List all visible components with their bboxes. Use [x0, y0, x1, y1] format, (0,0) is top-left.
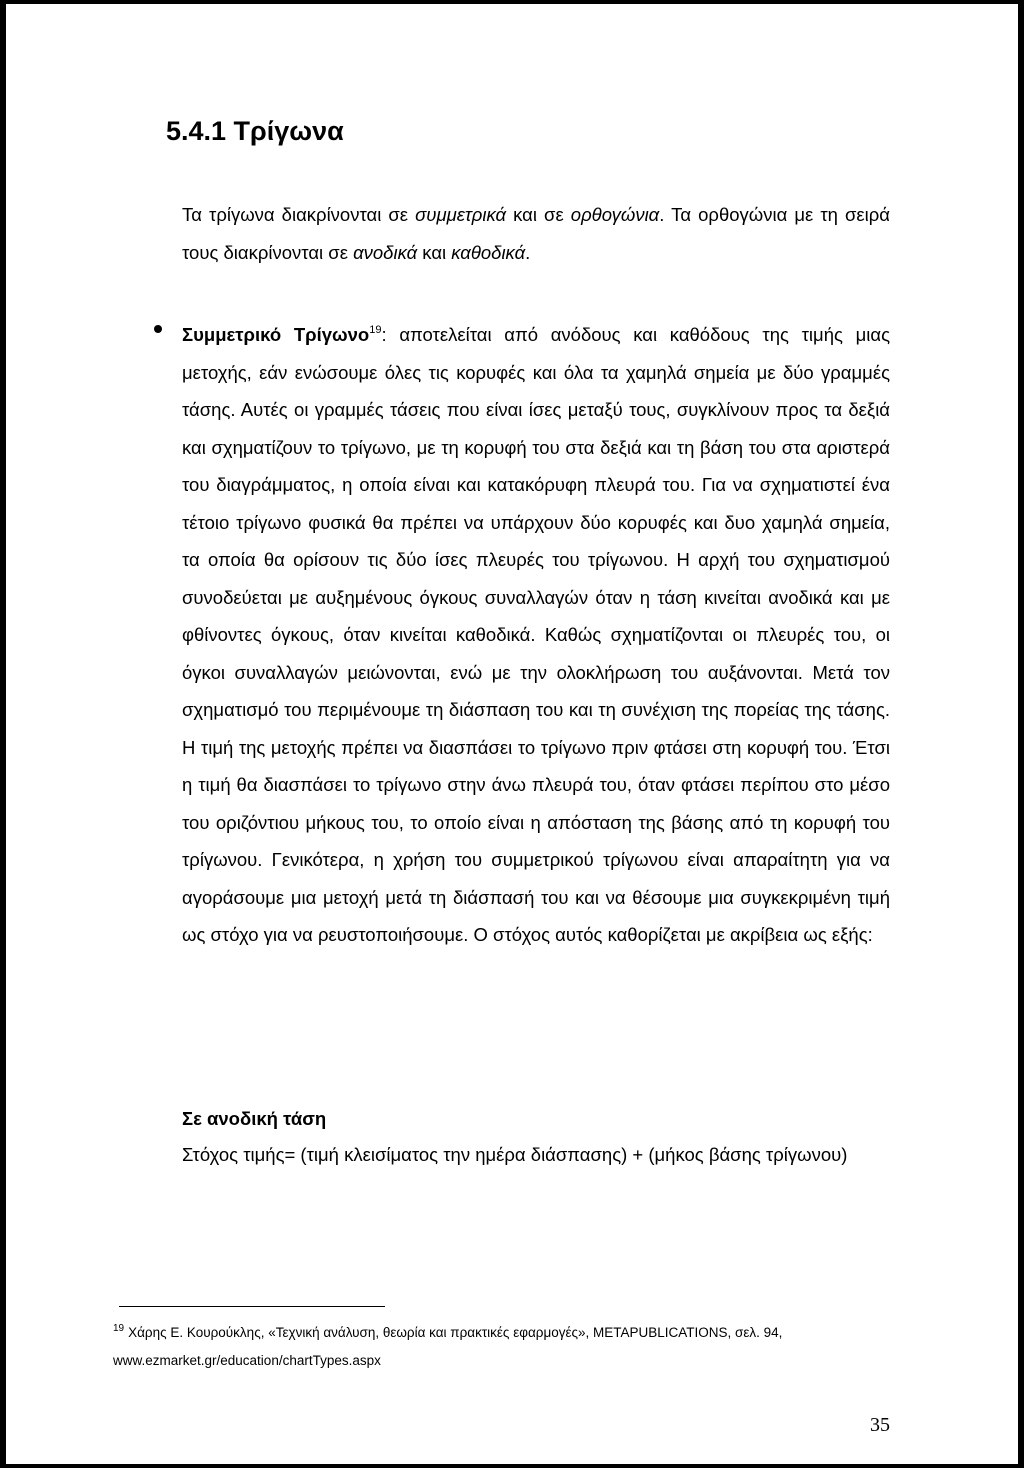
intro-text-1: Τα τρίγωνα διακρίνονται σε [182, 204, 416, 225]
intro-term-right-angled: ορθογώνια [570, 204, 660, 225]
section-heading: 5.4.1 Τρίγωνα [166, 116, 344, 146]
footnote-number: 19 [113, 1323, 125, 1334]
intro-text-2: και σε [506, 204, 571, 225]
bullet-paragraph [182, 312, 890, 954]
document-page [6, 4, 1018, 1464]
subsection-title: Σε ανοδική τάση [182, 1108, 327, 1129]
formula-paragraph: Στόχος τιμής= (τιμή κλεισίματος την ημέρα διάσπασης) + (μήκος βάσης τρίγωνου) [182, 1144, 848, 1165]
intro-text-4: και [417, 241, 452, 263]
intro-paragraph [182, 196, 890, 271]
footnote-reference[interactable]: 19 [369, 324, 382, 336]
intro-text-3: . Τα ορθογώνια με τη σειρά τους διακρίνονται σε [182, 204, 890, 263]
bullet-text: : αποτελείται από ανόδους και καθόδους της τιμής μιας μετοχής, εάν ενώσουμε όλες τις κορυφές και όλα τα χαμηλά σημεία με δύο γραμμές τάσης. Αυτές οι γραμμές τάσεις που είναι ίσες μεταξύ τους, συγκλίνουν προς τα δεξιά και σχηματίζουν το τρίγωνο, με τη κορυφή του στα δεξιά και τη βάση του στα αριστερά του διαγράμματος, η οποία είναι και κατακόρυφη πλευρά του. Για να σχηματιστεί ένα τέτοιο τρίγωνο φυσικά θα πρέπει να υπάρχουν δύο κορυφές και δυο χαμηλά σημεία, τα οποία θα ορίσουν τις δύο ίσες πλευρές του τρίγωνου. Η αρχή του σχηματισμού συνοδεύεται με αυξημένους όγκους συναλλαγών όταν η τάση κινείται ανοδικά και με φθίνοντες όγκους, όταν κινείται καθοδικά. Καθώς σχηματίζονται οι πλευρές του, οι όγκοι συναλλαγών μειώνονται, ενώ με την ολοκλήρωση του αυξάνονται. Μετά τον σχηματισμό του περιμένουμε τη διάσπαση του και τη συνέχιση της πορείας της τάσης. Η τιμή της μετοχής πρέπει να διασπάσει το τρίγωνο πριν φτάσει στη κορυφή του. Έτσι η τιμή θα διασπάσει το τρίγωνο στην άνω πλευρά του, όταν φτάσει περίπου στο μέσο του οριζόντιου μήκους του, το οποίο είναι η απόσταση της βάσης από τη κορυφή του τρίγωνου. Γενικότερα, η χρήση του συμμετρικού τρίγωνου είναι απαραίτητη για να αγοράσουμε μια μετοχή μετά τη διάσπασή του και να θέσουμε μια συγκεκριμένη τιμή ως στόχο για να ρευστοποιήσουμε. Ο στόχος αυτός καθορίζεται με ακρίβεια ως εξής: [182, 324, 890, 945]
intro-text-5: . [525, 241, 531, 263]
page-number: 35 [870, 1414, 890, 1436]
bullet-icon [154, 325, 162, 333]
intro-term-descending: καθοδικά [451, 241, 526, 263]
intro-term-symmetric: συμμετρικά [415, 204, 507, 225]
footnote [113, 1315, 903, 1375]
footnote-text: Χάρης Ε. Κουρούκλης, «Τεχνική ανάλυση, θεωρία και πρακτικές εφαρμογές», METAPUBLICATIONS, σελ. 94, www.ezmarket.gr/education/chartTypes.aspx [113, 1325, 783, 1368]
intro-term-ascending: ανοδικά [353, 241, 418, 263]
bullet-term: Συμμετρικό Τρίγωνο [182, 324, 370, 345]
footnote-divider [119, 1306, 385, 1307]
